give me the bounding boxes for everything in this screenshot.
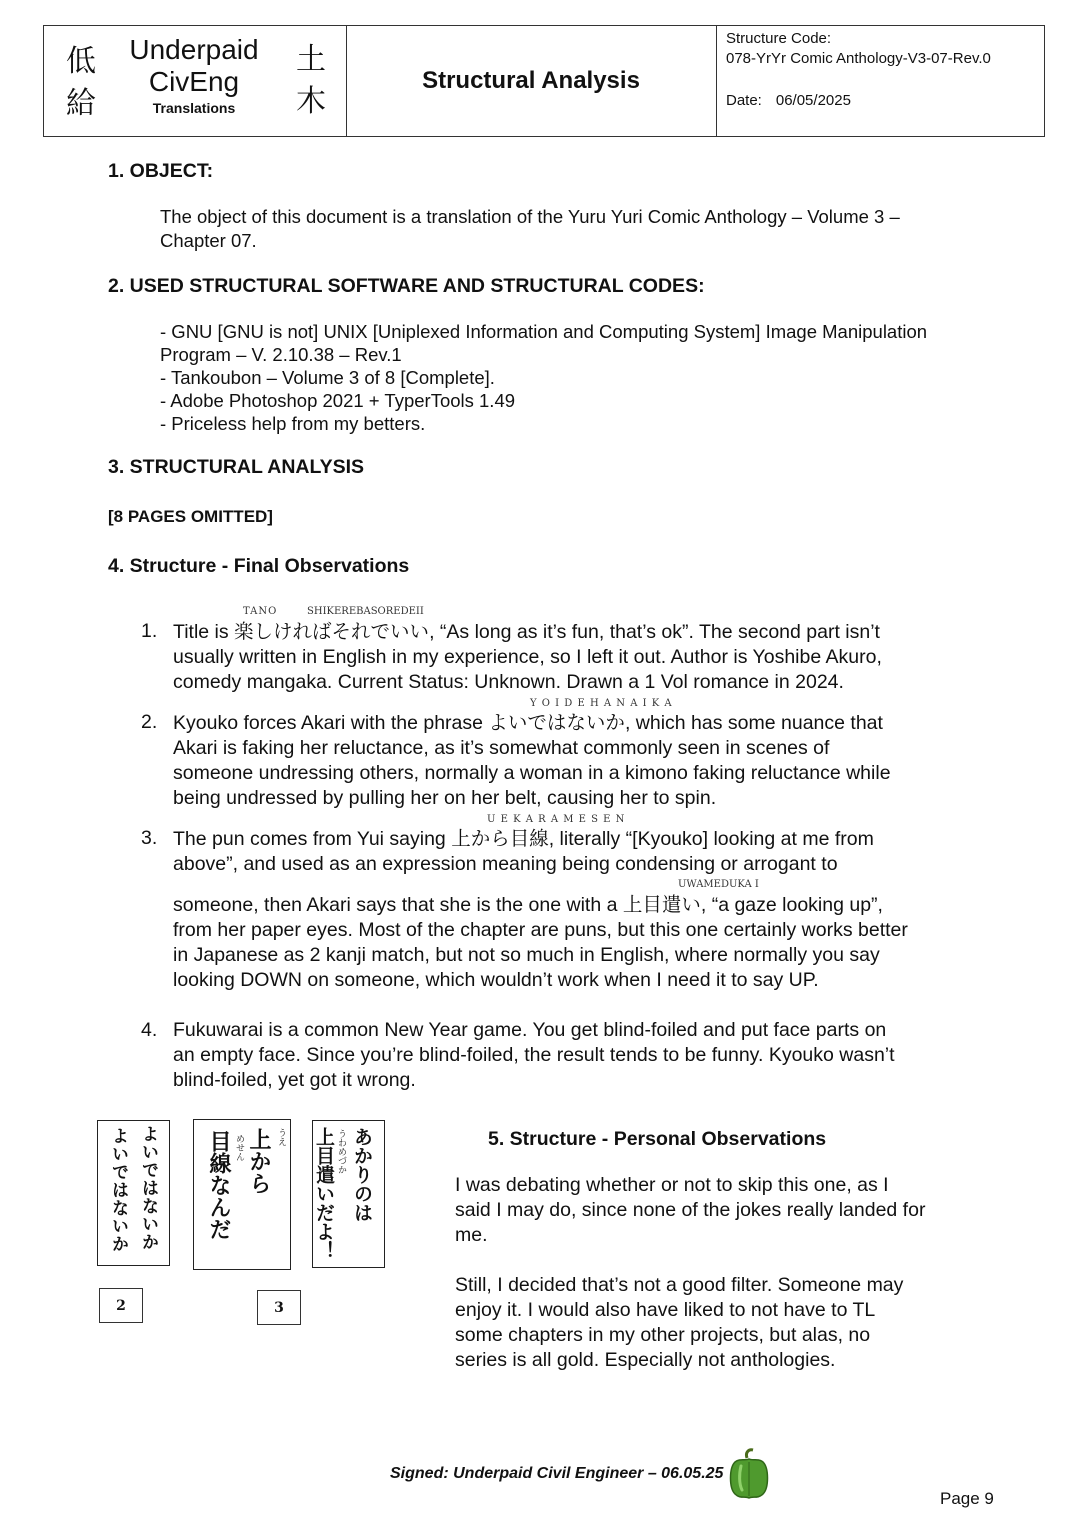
structure-code-label: Structure Code: — [726, 30, 832, 47]
logo-line-1: Underpaid — [129, 34, 259, 65]
section-2-heading: 2. USED STRUCTURAL SOFTWARE AND STRUCTURAL CODES: — [108, 275, 705, 297]
item-1-text — [173, 619, 1009, 695]
item-1-ruby-rest: SHIKEREBASOREDEII — [307, 606, 424, 617]
paragraph-1-line-2: said I may do, since none of the jokes really landed for — [455, 1199, 926, 1221]
logo-kanji-left-2: 給 — [66, 86, 96, 121]
section-4-heading: 4. Structure - Final Observations — [108, 555, 410, 577]
item-3-japanese-2: 上目遣い — [622, 893, 701, 916]
section-1-body-line-1: The object of this document is a translation of the Yuru Yuri Comic Anthology – Volume 3 – — [160, 206, 900, 227]
paragraph-1-line-3: me. — [455, 1224, 488, 1246]
date-value: 06/05/2025 — [775, 92, 851, 109]
personal-observations-paragraph-1 — [455, 1173, 925, 1248]
signature-line: Signed: Underpaid Civil Engineer – 06.05.25 — [390, 1465, 724, 1482]
item-1-line-3: comedy mangaka. Current Status: Unknown. Drawn a 1 Vol romance in 2024. — [173, 671, 844, 693]
speech-bubble-3 — [312, 1120, 385, 1268]
structure-code: 078-YrYr Comic Anthology-V3-07-Rev.0 — [726, 50, 991, 67]
item-2-line-2: Akari is faking her reluctance, as it’s somewhat commonly seen in scenes of — [173, 737, 830, 759]
software-line-5: - Priceless help from my betters. — [160, 413, 426, 434]
item-3-line-6: looking DOWN on someone, which wouldn’t work when I need it to say UP. — [173, 969, 819, 991]
item-2-japanese: よいではないか — [488, 711, 625, 734]
item-4-number: 4. — [141, 1019, 158, 1041]
item-3-japanese: 上から目線 — [451, 827, 549, 850]
bubble-2-column-2: 目線なんだ — [206, 1130, 231, 1240]
speech-bubble-1 — [97, 1120, 170, 1266]
item-2-number: 2. — [141, 711, 158, 733]
item-1-lead: Title is — [173, 621, 235, 643]
date-label: Date: — [726, 92, 762, 109]
item-1-line-1-rest: , “As long as it’s fun, that’s ok”. The second part isn’t — [429, 621, 880, 643]
paragraph-1-line-1: I was debating whether or not to skip this one, as I — [455, 1174, 889, 1196]
item-1-ruby-tano: TANO — [243, 606, 278, 617]
pages-omitted-note: [8 PAGES OMITTED] — [108, 507, 273, 526]
bubble-3-column-2: 上目遣いだよ！ — [313, 1127, 335, 1260]
item-3-line-1-rest: , literally “[Kyouko] looking at me from — [548, 828, 874, 850]
item-2-line-1-rest: , which has some nuance that — [624, 712, 883, 734]
code-cell — [716, 26, 1044, 136]
personal-observations-paragraph-2 — [455, 1273, 903, 1373]
section-1-body-line-2: Chapter 07. — [160, 230, 257, 251]
paragraph-2-line-3: some chapters in my other projects, but alas, no — [455, 1324, 871, 1346]
paragraph-2-line-1: Still, I decided that’s not a good filter. Someone may — [455, 1274, 904, 1296]
date-row — [726, 92, 851, 109]
bell-pepper-icon — [727, 1448, 771, 1500]
bubble-reference-2: 2 — [99, 1288, 143, 1323]
item-3-ruby: U E K A R A M E S E N — [487, 814, 626, 825]
bubble-3-column-1: あかりのは — [351, 1127, 373, 1222]
logo-subtitle: Translations — [152, 100, 236, 116]
item-2-ruby: Y O I D E H A N A I K A — [530, 698, 673, 709]
page-number: Page 9 — [940, 1489, 994, 1508]
item-4-line-2: an empty face. Since you’re blind-foiled, the result tends to be funny. Kyouko wasn’t — [173, 1044, 895, 1066]
item-3-number: 3. — [141, 827, 158, 849]
item-3-line-4: from her paper eyes. Most of the chapter are puns, but this one certainly works better — [173, 919, 908, 941]
item-4-text — [173, 1018, 1009, 1093]
item-4-line-3: blind-foiled, yet got it wrong. — [173, 1069, 416, 1091]
item-2-text — [173, 710, 1009, 811]
section-1-heading: 1. OBJECT: — [108, 160, 214, 182]
item-4-line-1: Fukuwarai is a common New Year game. You get blind-foiled and put face parts on — [173, 1019, 887, 1041]
item-3-text — [173, 826, 1009, 993]
item-3-lead: The pun comes from Yui saying — [173, 828, 452, 850]
item-2-line-3: someone undressing others, normally a woman in a kimono faking reluctance while — [173, 762, 891, 784]
software-line-2: Program – V. 2.10.38 – Rev.1 — [160, 344, 402, 365]
item-2-lead: Kyouko forces Akari with the phrase — [173, 712, 489, 734]
item-3-line-3-lead: someone, then Akari says that she is the one with a — [173, 894, 623, 916]
paragraph-2-line-4: series is all gold. Especially not anthologies. — [455, 1349, 836, 1371]
logo-cell — [44, 26, 347, 136]
paragraph-2-line-2: enjoy it. I would also have liked to not have to TL — [455, 1299, 876, 1321]
item-2-line-4: being undressed by pulling her on her belt, causing her to spin. — [173, 787, 717, 809]
item-3-line-5: in Japanese as 2 kanji match, but not so much in English, where normally you say — [173, 944, 880, 966]
section-3-heading: 3. STRUCTURAL ANALYSIS — [108, 456, 365, 478]
item-3-ruby-2: UWAMEDUKA I — [678, 879, 759, 890]
bubble-1-column-2: よいではないか — [108, 1127, 128, 1253]
logo-kanji-left-1: 低 — [66, 44, 96, 79]
item-1-number: 1. — [141, 620, 158, 642]
bubble-2-furigana-1: うえ — [276, 1128, 286, 1146]
software-line-1: - GNU [GNU is not] UNIX [Uniplexed Information and Computing System] Image Manipulation — [160, 321, 928, 342]
bubble-3-furigana: うわめづか — [336, 1129, 346, 1174]
bubble-2-column-1: 上から — [246, 1128, 271, 1194]
bubble-2-furigana-2: めせん — [234, 1134, 244, 1161]
document-header — [43, 25, 1045, 137]
item-1-japanese: 楽しければそれでいい — [234, 620, 430, 643]
item-3-line-3-rest: , “a gaze looking up”, — [700, 894, 883, 916]
logo-line-2: CivEng — [148, 66, 240, 97]
document-title: Structural Analysis — [422, 67, 640, 94]
software-line-3: - Tankoubon – Volume 3 of 8 [Complete]. — [160, 367, 495, 388]
title-cell — [346, 26, 717, 136]
software-line-4: - Adobe Photoshop 2021 + TyperTools 1.49 — [160, 390, 516, 411]
bubble-1-column-1: よいではないか — [138, 1125, 158, 1251]
logo-kanji-right-1: 土 — [296, 42, 326, 77]
section-5-heading: 5. Structure - Personal Observations — [488, 1128, 827, 1150]
logo-kanji-right-2: 木 — [296, 84, 326, 119]
item-1-line-2: usually written in English in my experience, so I left it out. Author is Yoshibe Akuro, — [173, 646, 882, 668]
bubble-reference-3: 3 — [257, 1290, 301, 1325]
speech-bubble-2 — [193, 1119, 291, 1270]
item-3-line-2: above”, and used as an expression meaning being condensing or arrogant to — [173, 853, 838, 875]
